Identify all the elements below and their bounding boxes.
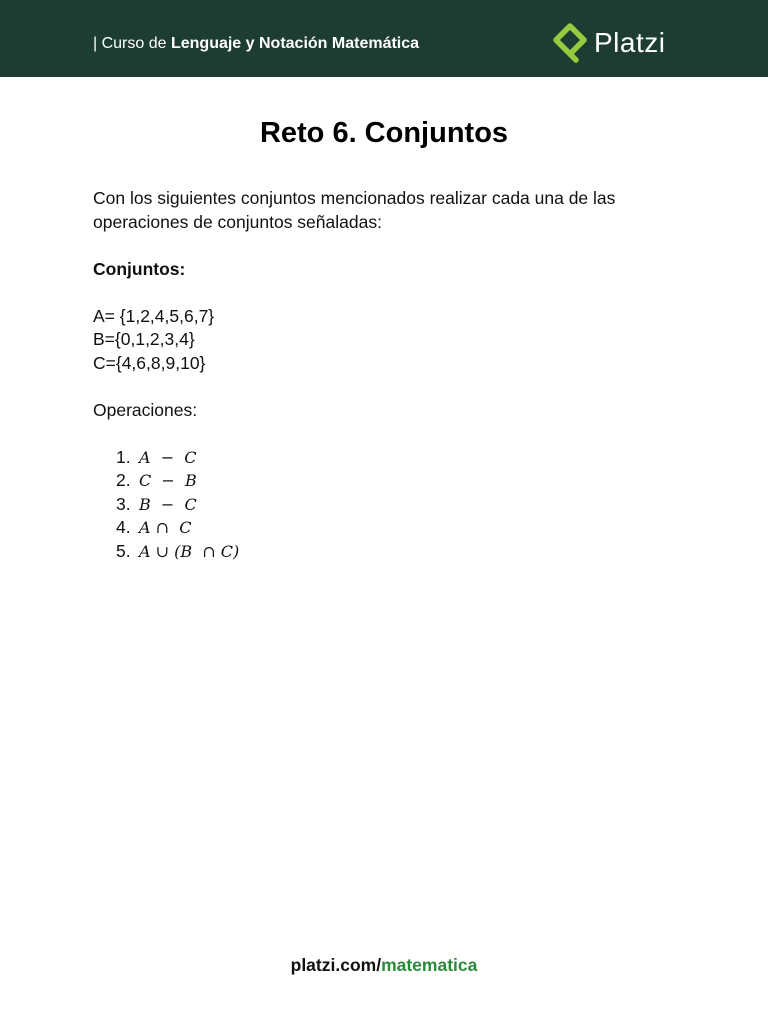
intro-paragraph: Con los siguientes conjuntos mencionados realizar cada una de las operaciones de conjuntos señaladas: <box>93 188 616 232</box>
set-expression: B − C <box>139 494 197 514</box>
item-number: 4. <box>116 517 131 537</box>
operations-heading: Operaciones: <box>93 399 198 420</box>
course-title <box>93 35 419 53</box>
item-number: 1. <box>116 446 131 467</box>
list-item <box>93 469 673 493</box>
footer-path: matematica <box>381 955 478 975</box>
course-name: Lenguaje y Notación Matemática <box>170 35 420 52</box>
list-item <box>93 446 673 470</box>
list-item <box>93 516 673 540</box>
brand-name: Platzi <box>594 27 666 58</box>
set-expression: A − C <box>139 447 197 467</box>
item-number: 3. <box>116 493 131 514</box>
document-body <box>93 187 673 563</box>
footer-prefix: platzi.com/ <box>290 955 382 975</box>
course-prefix: | Curso de <box>93 35 171 52</box>
platzi-logo-icon <box>552 23 588 63</box>
set-b: B={0,1,2,3,4} <box>93 329 195 349</box>
list-item <box>93 493 673 517</box>
sets-heading: Conjuntos: <box>93 258 186 279</box>
header-bar <box>0 0 768 77</box>
set-expression: A ∪ (B ∩ C) <box>139 541 240 561</box>
item-number: 5. <box>116 540 131 561</box>
set-expression: A ∩ C <box>139 518 192 537</box>
footer-link[interactable] <box>0 955 768 976</box>
platzi-brand[interactable] <box>552 23 665 63</box>
operations-list <box>93 446 673 564</box>
list-item <box>93 540 673 564</box>
set-a: A= {1,2,4,5,6,7} <box>93 305 215 326</box>
set-expression: C − B <box>139 471 197 490</box>
page-title: Reto 6. Conjuntos <box>259 117 509 149</box>
item-number: 2. <box>116 470 131 490</box>
set-c: C={4,6,8,9,10} <box>93 352 206 373</box>
